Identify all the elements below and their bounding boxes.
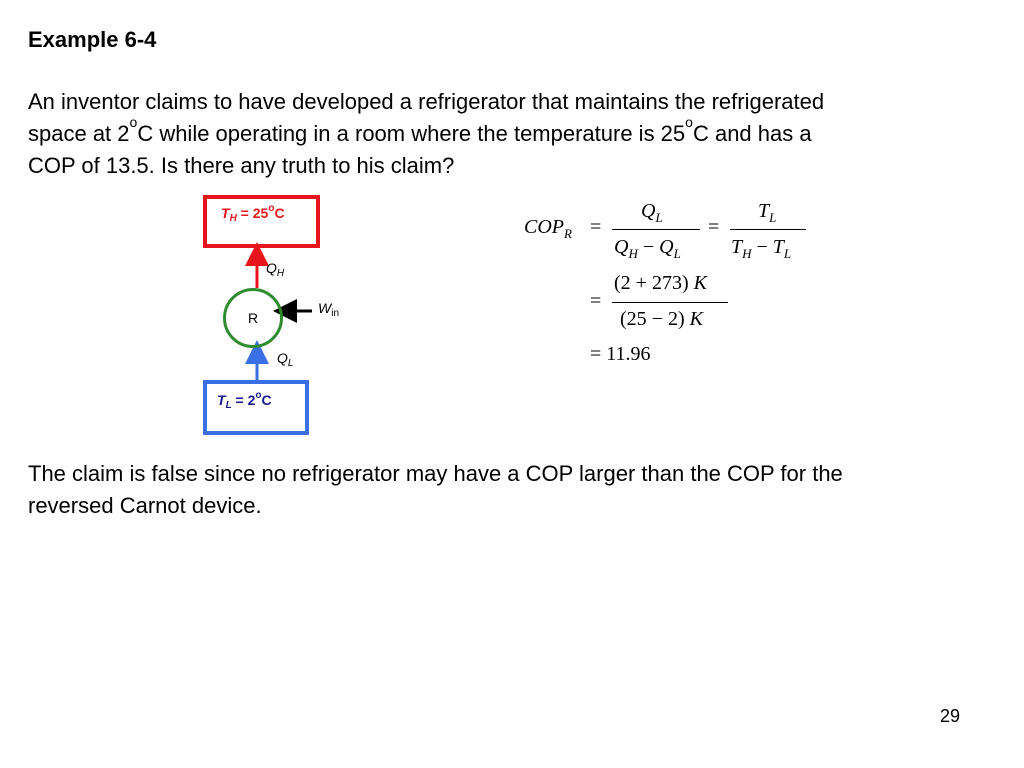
degree-mark: o [129, 114, 138, 130]
conclusion-line-1: The claim is false since no refrigerator may have a COP larger than the COP for the [28, 461, 843, 486]
frac1-bar [612, 229, 700, 230]
frac2-denominator: $T_H - T_L$ [731, 236, 792, 261]
cold-reservoir [203, 380, 309, 435]
conclusion [28, 458, 998, 522]
frac2-numerator: $T_L$ [758, 200, 777, 225]
problem-line-1: An inventor claims to have developed a refrigerator that maintains the refrigerated [28, 89, 825, 114]
frac3-denominator: (25 − 2) K [620, 308, 703, 330]
result-line: = 11.96 [590, 343, 651, 365]
slide-title: Example 6-4 [28, 27, 157, 52]
page-number: 29 [940, 706, 961, 726]
conclusion-line-2: reversed Carnot device. [28, 493, 262, 518]
equals-sign-2: = [708, 216, 720, 238]
frac3-numerator: (2 + 273) K [614, 272, 707, 294]
problem-line-2: space at 2$^o$C while operating in a room where the temperature is 25$^o$C and has a [28, 114, 812, 146]
hot-reservoir [203, 195, 320, 248]
problem-line-3: COP of 13.5. Is there any truth to his claim? [28, 153, 455, 178]
cop-lhs: $COP_R$ [524, 216, 572, 241]
refrigerator-device: R [223, 288, 283, 348]
ql-label: $Q_L$ [277, 350, 294, 369]
equals-sign-1: = [590, 216, 602, 238]
equals-sign-3: = [590, 290, 602, 312]
work-input-label: $W_{in}$ [318, 300, 340, 319]
frac3-bar [612, 302, 728, 303]
cold-reservoir-label: $T_L = 2^oC$ [217, 390, 272, 411]
problem-statement [28, 86, 988, 182]
frac1-denominator: $Q_H - Q_L$ [614, 236, 681, 261]
frac1-numerator: $Q_L$ [641, 200, 663, 225]
degree-mark: o [685, 114, 693, 130]
qh-label: $Q_H$ [266, 260, 285, 279]
hot-reservoir-label: $T_H = 25^oC$ [221, 203, 285, 224]
frac2-bar [730, 229, 806, 230]
